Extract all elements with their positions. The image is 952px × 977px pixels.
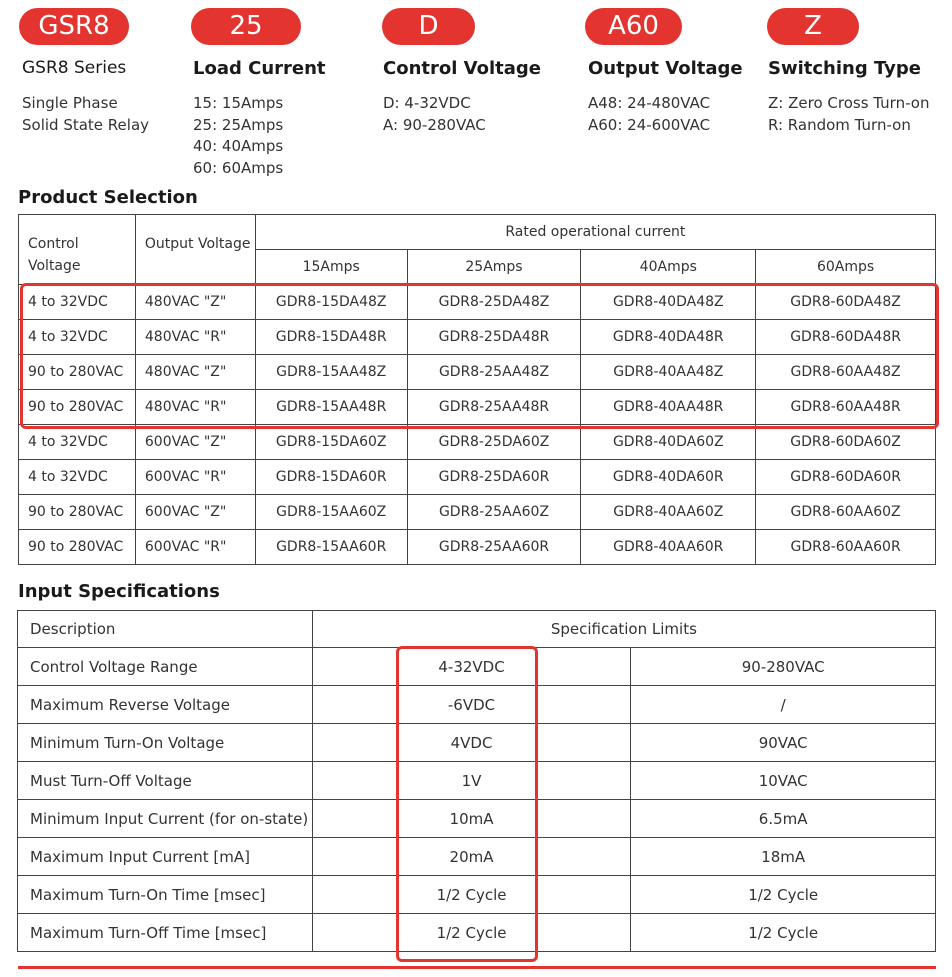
cell-output-voltage: 480VAC "Z" xyxy=(135,355,255,390)
cell-part-number: GDR8-40DA48R xyxy=(581,320,756,355)
cell-dc-limit: 10mA xyxy=(312,800,631,838)
output-voltage-options: A48: 24-480VAC A60: 24-600VAC xyxy=(588,94,711,134)
cell-part-number: GDR8-40DA60Z xyxy=(581,425,756,460)
cell-description: Maximum Input Current [mA] xyxy=(18,838,313,876)
table-row xyxy=(19,495,936,530)
table-row xyxy=(19,320,936,355)
cell-output-voltage: 600VAC "Z" xyxy=(135,425,255,460)
cell-control-voltage: 90 to 280VAC xyxy=(19,530,136,565)
footer-divider xyxy=(18,966,936,969)
cell-ac-limit: 18mA xyxy=(631,838,936,876)
cell-dc-limit: 20mA xyxy=(312,838,631,876)
cell-part-number: GDR8-40AA48R xyxy=(581,390,756,425)
cell-part-number: GDR8-60AA60Z xyxy=(756,495,936,530)
cell-part-number: GDR8-40DA60R xyxy=(581,460,756,495)
cell-description: Maximum Turn-On Time [msec] xyxy=(18,876,313,914)
cell-part-number: GDR8-60AA60R xyxy=(756,530,936,565)
table-row xyxy=(18,648,936,686)
header-current-25: 25Amps xyxy=(407,250,581,285)
cell-control-voltage: 4 to 32VDC xyxy=(19,285,136,320)
cell-part-number: GDR8-25DA60Z xyxy=(407,425,581,460)
cell-output-voltage: 600VAC "R" xyxy=(135,460,255,495)
pill-series: GSR8 xyxy=(19,8,129,45)
load-current-options: 15: 15Amps 25: 25Amps 40: 40Amps 60: 60Amps xyxy=(193,94,284,177)
cell-control-voltage: 4 to 32VDC xyxy=(19,320,136,355)
table-row xyxy=(18,914,936,952)
cell-part-number: GDR8-15AA48R xyxy=(255,390,407,425)
cell-part-number: GDR8-25AA48Z xyxy=(407,355,581,390)
cell-ac-limit: / xyxy=(631,686,936,724)
switching-type-title: Switching Type xyxy=(768,58,921,79)
cell-part-number: GDR8-40AA60R xyxy=(581,530,756,565)
header-rated-current: Rated operational current xyxy=(255,215,935,250)
cell-ac-limit: 1/2 Cycle xyxy=(631,876,936,914)
header-control-voltage: Control Voltage xyxy=(19,215,136,285)
cell-part-number: GDR8-15AA48Z xyxy=(255,355,407,390)
cell-control-voltage: 90 to 280VAC xyxy=(19,390,136,425)
table-row xyxy=(19,355,936,390)
header-current-40: 40Amps xyxy=(581,250,756,285)
table-row xyxy=(19,390,936,425)
product-selection-title: Product Selection xyxy=(18,187,198,208)
cell-description: Must Turn-Off Voltage xyxy=(18,762,313,800)
pill-control-voltage: D xyxy=(382,8,475,45)
table-row xyxy=(18,686,936,724)
cell-part-number: GDR8-25AA48R xyxy=(407,390,581,425)
cell-control-voltage: 4 to 32VDC xyxy=(19,460,136,495)
cell-description: Maximum Reverse Voltage xyxy=(18,686,313,724)
load-current-title: Load Current xyxy=(193,58,326,79)
header-description: Description xyxy=(18,611,313,648)
cell-part-number: GDR8-25DA60R xyxy=(407,460,581,495)
header-current-60: 60Amps xyxy=(756,250,936,285)
cell-output-voltage: 480VAC "R" xyxy=(135,320,255,355)
cell-part-number: GDR8-25DA48R xyxy=(407,320,581,355)
table-row xyxy=(18,838,936,876)
cell-part-number: GDR8-15DA48R xyxy=(255,320,407,355)
table-row xyxy=(18,876,936,914)
control-voltage-title: Control Voltage xyxy=(383,58,542,79)
cell-part-number: GDR8-15AA60R xyxy=(255,530,407,565)
header-output-voltage: Output Voltage xyxy=(135,215,255,285)
cell-output-voltage: 480VAC "Z" xyxy=(135,285,255,320)
cell-dc-limit: 1V xyxy=(312,762,631,800)
cell-output-voltage: 600VAC "Z" xyxy=(135,495,255,530)
cell-part-number: GDR8-40DA48Z xyxy=(581,285,756,320)
input-specs-table xyxy=(17,610,936,952)
cell-part-number: GDR8-25DA48Z xyxy=(407,285,581,320)
cell-part-number: GDR8-60AA48R xyxy=(756,390,936,425)
pill-load-current: 25 xyxy=(191,8,301,45)
cell-control-voltage: 90 to 280VAC xyxy=(19,355,136,390)
cell-ac-limit: 6.5mA xyxy=(631,800,936,838)
cell-part-number: GDR8-60DA60Z xyxy=(756,425,936,460)
cell-dc-limit: 1/2 Cycle xyxy=(312,914,631,952)
input-specs-title: Input Specifications xyxy=(18,581,220,602)
series-title: GSR8 Series xyxy=(22,58,127,78)
cell-part-number: GDR8-25AA60Z xyxy=(407,495,581,530)
table-row xyxy=(19,425,936,460)
cell-dc-limit: 4VDC xyxy=(312,724,631,762)
cell-control-voltage: 90 to 280VAC xyxy=(19,495,136,530)
cell-part-number: GDR8-15DA60R xyxy=(255,460,407,495)
switching-type-options: Z: Zero Cross Turn-on R: Random Turn-on xyxy=(768,94,930,134)
cell-part-number: GDR8-60DA60R xyxy=(756,460,936,495)
cell-description: Maximum Turn-Off Time [msec] xyxy=(18,914,313,952)
cell-part-number: GDR8-15DA60Z xyxy=(255,425,407,460)
header-current-15: 15Amps xyxy=(255,250,407,285)
cell-dc-limit: -6VDC xyxy=(312,686,631,724)
header-spec-limits: Specification Limits xyxy=(312,611,935,648)
cell-ac-limit: 90VAC xyxy=(631,724,936,762)
cell-part-number: GDR8-60AA48Z xyxy=(756,355,936,390)
cell-part-number: GDR8-40AA48Z xyxy=(581,355,756,390)
pill-output-voltage: A60 xyxy=(585,8,682,45)
cell-ac-limit: 90-280VAC xyxy=(631,648,936,686)
product-selection-table xyxy=(18,214,936,565)
cell-part-number: GDR8-15DA48Z xyxy=(255,285,407,320)
table-row xyxy=(19,530,936,565)
table-row xyxy=(18,762,936,800)
cell-dc-limit: 1/2 Cycle xyxy=(312,876,631,914)
cell-description: Control Voltage Range xyxy=(18,648,313,686)
cell-dc-limit: 4-32VDC xyxy=(312,648,631,686)
cell-ac-limit: 1/2 Cycle xyxy=(631,914,936,952)
cell-part-number: GDR8-15AA60Z xyxy=(255,495,407,530)
cell-output-voltage: 600VAC "R" xyxy=(135,530,255,565)
cell-part-number: GDR8-60DA48R xyxy=(756,320,936,355)
table-row xyxy=(18,800,936,838)
cell-part-number: GDR8-60DA48Z xyxy=(756,285,936,320)
control-voltage-options: D: 4-32VDC A: 90-280VAC xyxy=(383,94,486,134)
series-desc: Single Phase Solid State Relay xyxy=(22,94,150,134)
output-voltage-title: Output Voltage xyxy=(588,58,743,79)
cell-part-number: GDR8-40AA60Z xyxy=(581,495,756,530)
cell-ac-limit: 10VAC xyxy=(631,762,936,800)
cell-part-number: GDR8-25AA60R xyxy=(407,530,581,565)
table-row xyxy=(18,724,936,762)
table-row xyxy=(19,285,936,320)
cell-description: Minimum Turn-On Voltage xyxy=(18,724,313,762)
pill-switching-type: Z xyxy=(767,8,859,45)
cell-description: Minimum Input Current (for on-state) xyxy=(18,800,313,838)
cell-output-voltage: 480VAC "R" xyxy=(135,390,255,425)
table-row xyxy=(19,460,936,495)
cell-control-voltage: 4 to 32VDC xyxy=(19,425,136,460)
